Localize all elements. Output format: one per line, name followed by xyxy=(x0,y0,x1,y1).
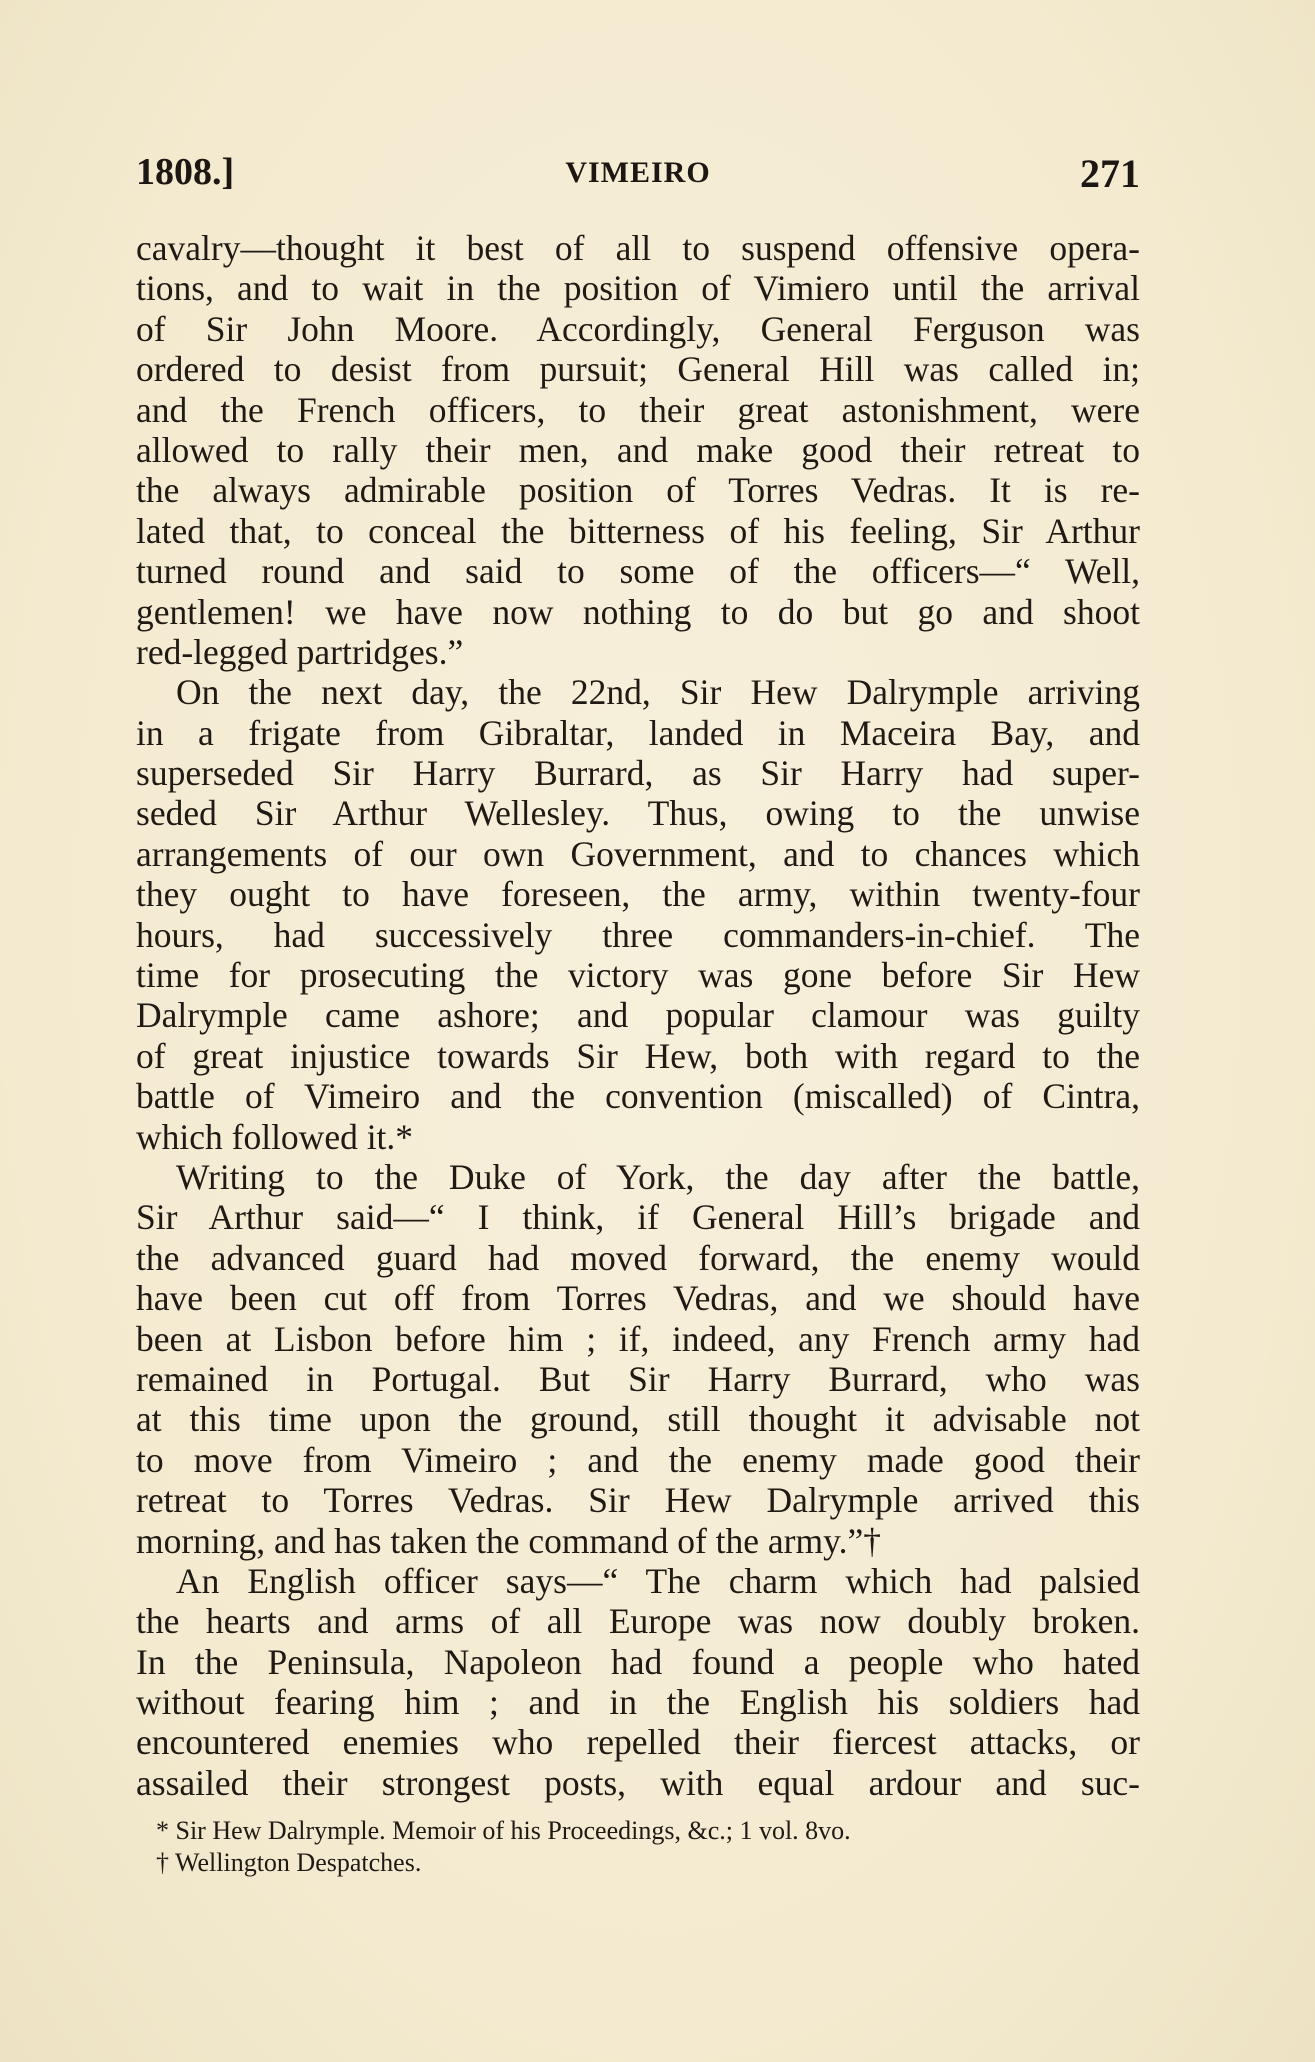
body-text xyxy=(136,228,1140,1803)
text-line: allowed to rally their men, and make good their retreat to xyxy=(136,429,1140,470)
text-line: time for prosecuting the victory was gone before Sir Hew xyxy=(136,955,1140,996)
footnote: † Wellington Despatches. xyxy=(156,1848,422,1877)
text-line: In the Peninsula, Napoleon had found a people who hated xyxy=(136,1641,1140,1682)
text-line: in a frigate from Gibraltar, landed in Maceira Bay, and xyxy=(136,712,1140,753)
text-line: hours, had successively three commanders-in-chief. The xyxy=(136,914,1140,955)
text-line: lated that, to conceal the bitterness of his feeling, Sir Arthur xyxy=(136,510,1140,551)
text-line: cavalry—thought it best of all to suspend offensive opera- xyxy=(136,228,1140,268)
text-line: seded Sir Arthur Wellesley. Thus, owing to the unwise xyxy=(136,793,1140,834)
footnote: * Sir Hew Dalrymple. Memoir of his Proceedings, &c.; 1 vol. 8vo. xyxy=(156,1816,851,1845)
text-line: superseded Sir Harry Burrard, as Sir Harry had super- xyxy=(136,753,1140,794)
text-line: encountered enemies who repelled their fiercest attacks, or xyxy=(136,1722,1140,1763)
text-line: of Sir John Moore. Accordingly, General Ferguson was xyxy=(136,308,1140,349)
text-line: An English officer says—“ The charm which had palsied xyxy=(176,1560,1140,1601)
text-line: the hearts and arms of all Europe was now doubly broken. xyxy=(136,1601,1140,1642)
text-line: red-legged partridges.” xyxy=(136,631,464,672)
text-line: remained in Portugal. But Sir Harry Burrard, who was xyxy=(136,1358,1140,1399)
text-line: without fearing him ; and in the English his soldiers had xyxy=(136,1682,1140,1723)
text-line: battle of Vimeiro and the convention (miscalled) of Cintra, xyxy=(136,1076,1140,1117)
text-line: gentlemen! we have now nothing to do but go and shoot xyxy=(136,591,1140,632)
text-line: to move from Vimeiro ; and the enemy made good their xyxy=(136,1439,1140,1480)
text-line: been at Lisbon before him ; if, indeed, any French army had xyxy=(136,1318,1140,1359)
footnotes xyxy=(136,1815,1140,1879)
text-line: and the French officers, to their great astonishment, were xyxy=(136,389,1140,430)
text-line: Writing to the Duke of York, the day after the battle, xyxy=(176,1156,1140,1197)
text-line: assailed their strongest posts, with equal ardour and suc- xyxy=(136,1762,1140,1803)
text-line: turned round and said to some of the officers—“ Well, xyxy=(136,551,1140,592)
text-line: the advanced guard had moved forward, the enemy would xyxy=(136,1237,1140,1278)
text-line: tions, and to wait in the position of Vimiero until the arrival xyxy=(136,268,1140,309)
text-line: which followed it.* xyxy=(136,1116,414,1157)
header-year: 1808.] xyxy=(136,151,235,193)
text-line: ordered to desist from pursuit; General Hill was called in; xyxy=(136,349,1140,390)
text-line: retreat to Torres Vedras. Sir Hew Dalrymple arrived this xyxy=(136,1480,1140,1521)
running-header xyxy=(136,150,1140,210)
text-line: have been cut off from Torres Vedras, and we should have xyxy=(136,1278,1140,1319)
text-line: On the next day, the 22nd, Sir Hew Dalrymple arriving xyxy=(176,672,1140,713)
text-line: they ought to have foreseen, the army, within twenty-four xyxy=(136,874,1140,915)
text-line: Dalrymple came ashore; and popular clamour was guilty xyxy=(136,995,1140,1036)
text-line: at this time upon the ground, still thought it advisable not xyxy=(136,1399,1140,1440)
text-line: arrangements of our own Government, and to chances which xyxy=(136,833,1140,874)
text-line: Sir Arthur said—“ I think, if General Hill’s brigade and xyxy=(136,1197,1140,1238)
header-title: VIMEIRO xyxy=(565,156,711,189)
text-line: morning, and has taken the command of the army.”† xyxy=(136,1520,881,1561)
text-line: the always admirable position of Torres Vedras. It is re- xyxy=(136,470,1140,511)
text-line: of great injustice towards Sir Hew, both with regard to the xyxy=(136,1035,1140,1076)
page-number: 271 xyxy=(1080,151,1140,196)
